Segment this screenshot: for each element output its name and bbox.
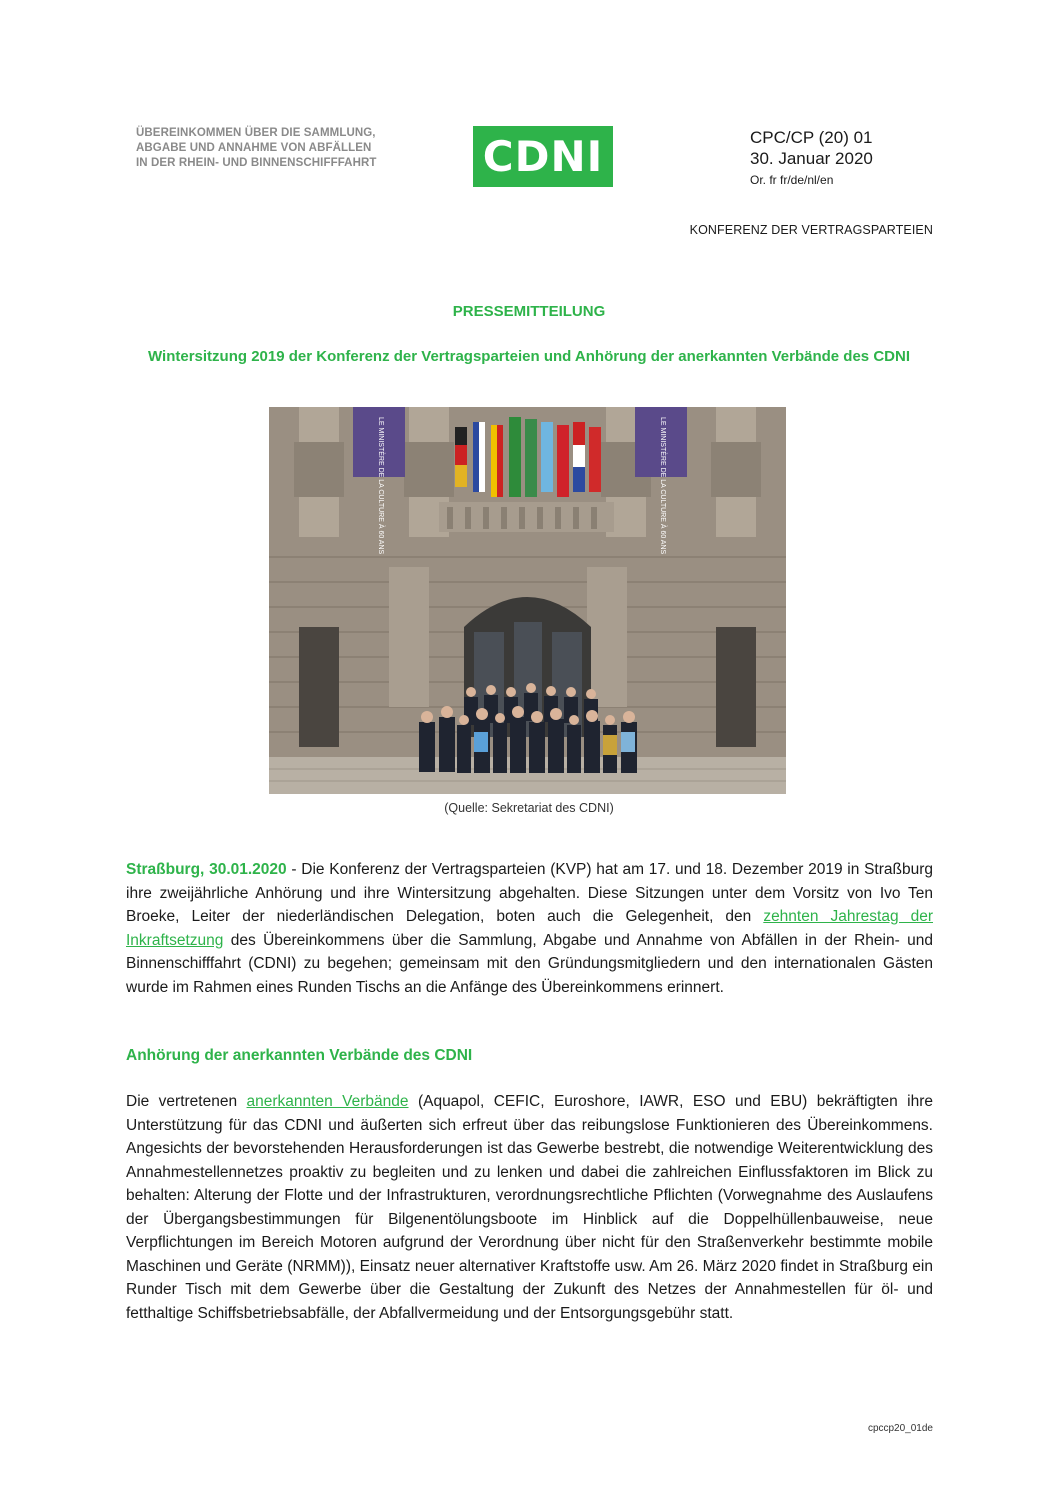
intro-text-part-1: - Die Konferenz der Vertragsparteien (KVP) hat am 17. und 18. Dezember 2019 in Straßburg ihre zweijährliche Anhörung und ihre Wintersitzung abgehalten. Diese Sitzungen unter dem Vorsitz von Ivo Ten Broeke, Leiter der niederländischen Delegation, boten auch die Gelegenheit, den [126, 861, 934, 925]
cdni-logo [473, 126, 613, 187]
document-number: CPC/CP (20) 01 [750, 128, 873, 147]
org-name-line-3: IN DER RHEIN- UND BINNENSCHIFFFAHRT [136, 157, 377, 169]
original-language: Or. fr fr/de/nl/en [750, 173, 834, 187]
recognised-associations-link[interactable]: anerkannten Verbände [246, 1093, 409, 1110]
associations-text-part-1: Die vertretenen [126, 1093, 247, 1110]
footer-document-code: cpccp20_01de [867, 1423, 933, 1434]
intro-text-part-2: des Übereinkommens über die Sammlung, Abgabe und Annahme von Abfällen in der Rhein- und Binnenschifffahrt (CDNI) zu begehen; gemeinsam mit den Gründungsmitgliedern und den internationalen Gästen wurde im Rahmen eines Runden Tischs an die Anfänge des Übereinkommens erinnert. [126, 931, 933, 996]
associations-text-part-2: (Aquapol, CEFIC, Euroshore, IAWR, ESO und EBU) bekräftigten ihre Unterstützung für das CDNI und äußerten sich erfreut über das reibungslose Funktionieren des Übereinkommens. Angesichts der bevorstehenden Herausforderungen ist das Gewerbe bestrebt, die notwendige Weiterentwicklung des Annahmestellennetzes proaktiv zu begleiten und zu lenken und dabei die zahlreichen Einflussfaktoren im Blick zu behalten: Alterung der Flotte und der Infrastrukturen, verordnungsrechtliche Pflichten (Vorwegnahme des Auslaufens der Übergangsbestimmungen für Bilgenentölungsboote im Hinblick auf die Doppelhüllenbauweise, neue Verpflichtungen im Bereich Motoren aufgrund der Verordnung über nicht für den Straßenverkehr bestimmte mobile Maschinen und Geräte (NRMM)), Einsatz neuer alternativer Kraftstoffe usw. Am 26. März 2020 findet in Straßburg ein Runder Tisch mit dem Gewerbe über die Gestaltung der Zukunft des Netzes der Annahmestellen für öl- und fetthaltige Schiffsbetriebsabfälle, der Abfallvermeidung und der Entsorgungsgebühr statt. [126, 1093, 934, 1322]
banner-left-text: LE MINISTÈRE DE LA CULTURE À 60 ANS [377, 417, 384, 555]
intro-paragraph [126, 858, 933, 999]
organisation-name [136, 126, 436, 171]
section-heading: Anhörung der anerkannten Verbände des CDNI [126, 1047, 473, 1064]
org-name-line-1: ÜBEREINKOMMEN ÜBER DIE SAMMLUNG, [136, 127, 376, 139]
group-photo [269, 407, 786, 794]
logo-text: CDNI [482, 132, 604, 181]
document-date: 30. Januar 2020 [750, 149, 873, 168]
photo-caption: (Quelle: Sekretariat des CDNI) [444, 801, 614, 815]
press-release-label: PRESSEMITTEILUNG [452, 303, 606, 320]
banner-right-text: LE MINISTÈRE DE LA CULTURE À 60 ANS [659, 417, 666, 555]
dateline: Straßburg, 30.01.2020 [126, 861, 287, 878]
anniversary-link[interactable]: zehnten Jahrestag der Inkraftsetzung [126, 908, 933, 949]
org-name-line-2: ABGABE UND ANNAHME VON ABFÄLLEN [136, 142, 372, 154]
associations-paragraph [126, 1090, 933, 1325]
document-reference [750, 127, 950, 187]
press-release-title: Wintersitzung 2019 der Konferenz der Vertragsparteien und Anhörung der anerkannten Verbände des CDNI [148, 348, 910, 365]
conference-label: KONFERENZ DER VERTRAGSPARTEIEN [689, 223, 933, 237]
